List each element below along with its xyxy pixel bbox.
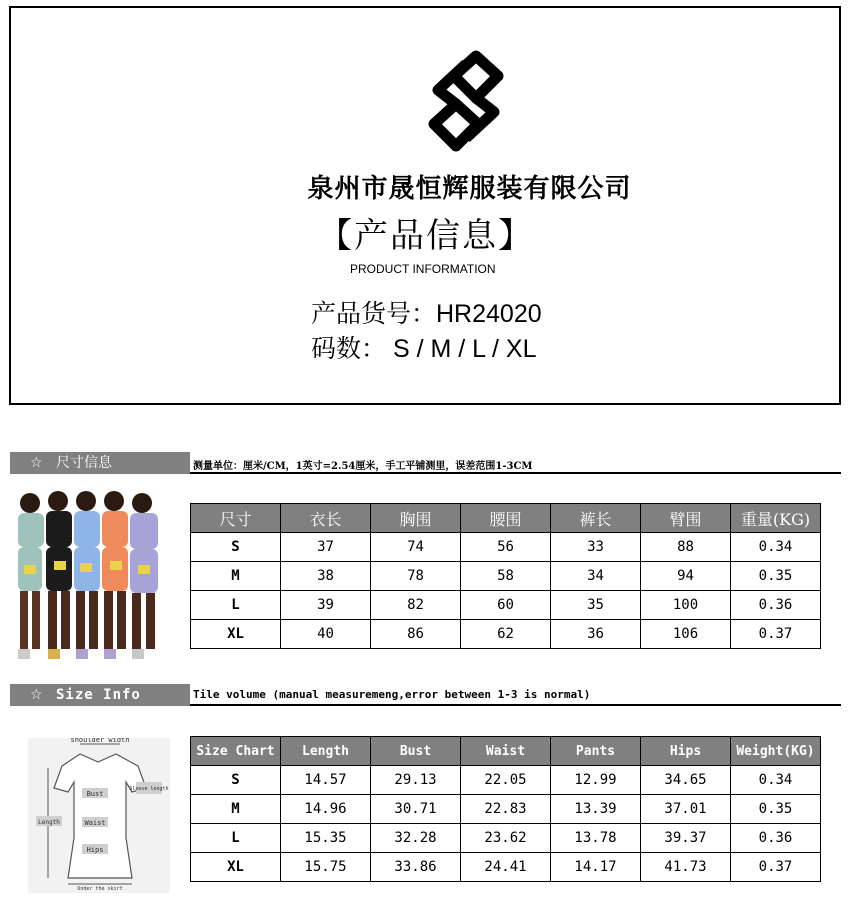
table-cell: 15.75 [281,853,371,882]
size-cell: M [191,795,281,824]
table-cell: 23.62 [461,824,551,853]
section-tab-size-info-cn [10,452,190,474]
column-header: Waist [461,737,551,766]
table-cell: 38 [281,562,371,591]
table-header-row [191,504,821,533]
column-header: Weight(KG) [731,737,821,766]
size-cell: S [191,766,281,795]
table-cell: 0.35 [731,795,821,824]
table-cell: 88 [641,533,731,562]
table-cell: 33.86 [371,853,461,882]
table-cell: 14.17 [551,853,641,882]
table-cell: 35 [551,591,641,620]
table-cell: 37.01 [641,795,731,824]
size-table-en [190,736,821,882]
measurement-note-en: Tile volume (manual measuremeng,error between 1-3 is normal) [193,688,591,701]
table-row [191,766,821,795]
table-row [191,562,821,591]
table-cell: 0.34 [731,766,821,795]
section-divider [190,704,841,706]
table-row [191,824,821,853]
five-models-photo [10,487,162,670]
sleeve-label: Sleeve length [129,786,169,792]
table-cell: 0.37 [731,620,821,649]
table-cell: 14.96 [281,795,371,824]
table-row [191,620,821,649]
table-cell: 106 [641,620,731,649]
table-cell: 0.35 [731,562,821,591]
garment-measurement-diagram [28,738,170,893]
table-cell: 15.35 [281,824,371,853]
table-cell: 0.37 [731,853,821,882]
ss-interlock-logo-icon [416,46,516,156]
column-header: 尺寸 [191,504,281,533]
table-cell: 12.99 [551,766,641,795]
size-cell: XL [191,620,281,649]
star-icon: ☆ [30,455,43,471]
under-skirt-label: Under the skirt [77,886,123,892]
length-label: Length [38,819,60,826]
table-cell: 0.36 [731,824,821,853]
table-cell: 13.39 [551,795,641,824]
size-cell: L [191,824,281,853]
table-cell: 62 [461,620,551,649]
section-title: 尺寸信息 [56,455,112,471]
column-header: 臂围 [641,504,731,533]
shoulder-label: shoulder width [70,738,130,744]
table-cell: 78 [371,562,461,591]
table-cell: 39.37 [641,824,731,853]
column-header: 腰围 [461,504,551,533]
column-header: Length [281,737,371,766]
section-divider [190,472,841,474]
section-tab-size-info-en [10,684,190,706]
table-row [191,591,821,620]
column-header: Size Chart [191,737,281,766]
table-cell: 60 [461,591,551,620]
company-name: 泉州市晟恒辉服装有限公司 [307,174,632,204]
column-header: Pants [551,737,641,766]
size-cell: XL [191,853,281,882]
table-cell: 36 [551,620,641,649]
size-cell: L [191,591,281,620]
table-cell: 94 [641,562,731,591]
table-cell: 14.57 [281,766,371,795]
table-cell: 37 [281,533,371,562]
table-cell: 34.65 [641,766,731,795]
table-row [191,795,821,824]
table-cell: 40 [281,620,371,649]
measurement-note-cn: 测量单位：厘米/CM，1英寸=2.54厘米，手工平铺测里，误差范围1-3CM [193,461,533,472]
product-sku: 产品货号：HR24020 [311,300,542,328]
size-cell: S [191,533,281,562]
column-header: Hips [641,737,731,766]
table-cell: 30.71 [371,795,461,824]
table-cell: 100 [641,591,731,620]
table-cell: 24.41 [461,853,551,882]
table-cell: 0.36 [731,591,821,620]
section-title: Size Info [56,687,141,703]
table-cell: 33 [551,533,641,562]
waist-label: Waist [84,819,106,827]
table-cell: 34 [551,562,641,591]
bust-label: Bust [86,790,104,798]
table-cell: 86 [371,620,461,649]
available-sizes: 码数： S / M / L / XL [311,335,537,363]
table-cell: 22.05 [461,766,551,795]
star-icon: ☆ [30,687,43,703]
table-cell: 82 [371,591,461,620]
product-info-heading-cn: 【产品信息】 [318,216,534,256]
table-row [191,853,821,882]
hips-label: Hips [86,846,104,854]
table-cell: 0.34 [731,533,821,562]
table-cell: 56 [461,533,551,562]
column-header: 胸围 [371,504,461,533]
column-header: Bust [371,737,461,766]
size-cell: M [191,562,281,591]
table-cell: 13.78 [551,824,641,853]
table-cell: 29.13 [371,766,461,795]
table-cell: 22.83 [461,795,551,824]
table-cell: 41.73 [641,853,731,882]
product-info-heading-en: PRODUCT INFORMATION [350,262,496,276]
table-cell: 32.28 [371,824,461,853]
table-cell: 74 [371,533,461,562]
size-table-cn [190,503,821,649]
table-cell: 39 [281,591,371,620]
column-header: 重量(KG) [731,504,821,533]
table-row [191,533,821,562]
table-header-row [191,737,821,766]
column-header: 裤长 [551,504,641,533]
column-header: 衣长 [281,504,371,533]
table-cell: 58 [461,562,551,591]
